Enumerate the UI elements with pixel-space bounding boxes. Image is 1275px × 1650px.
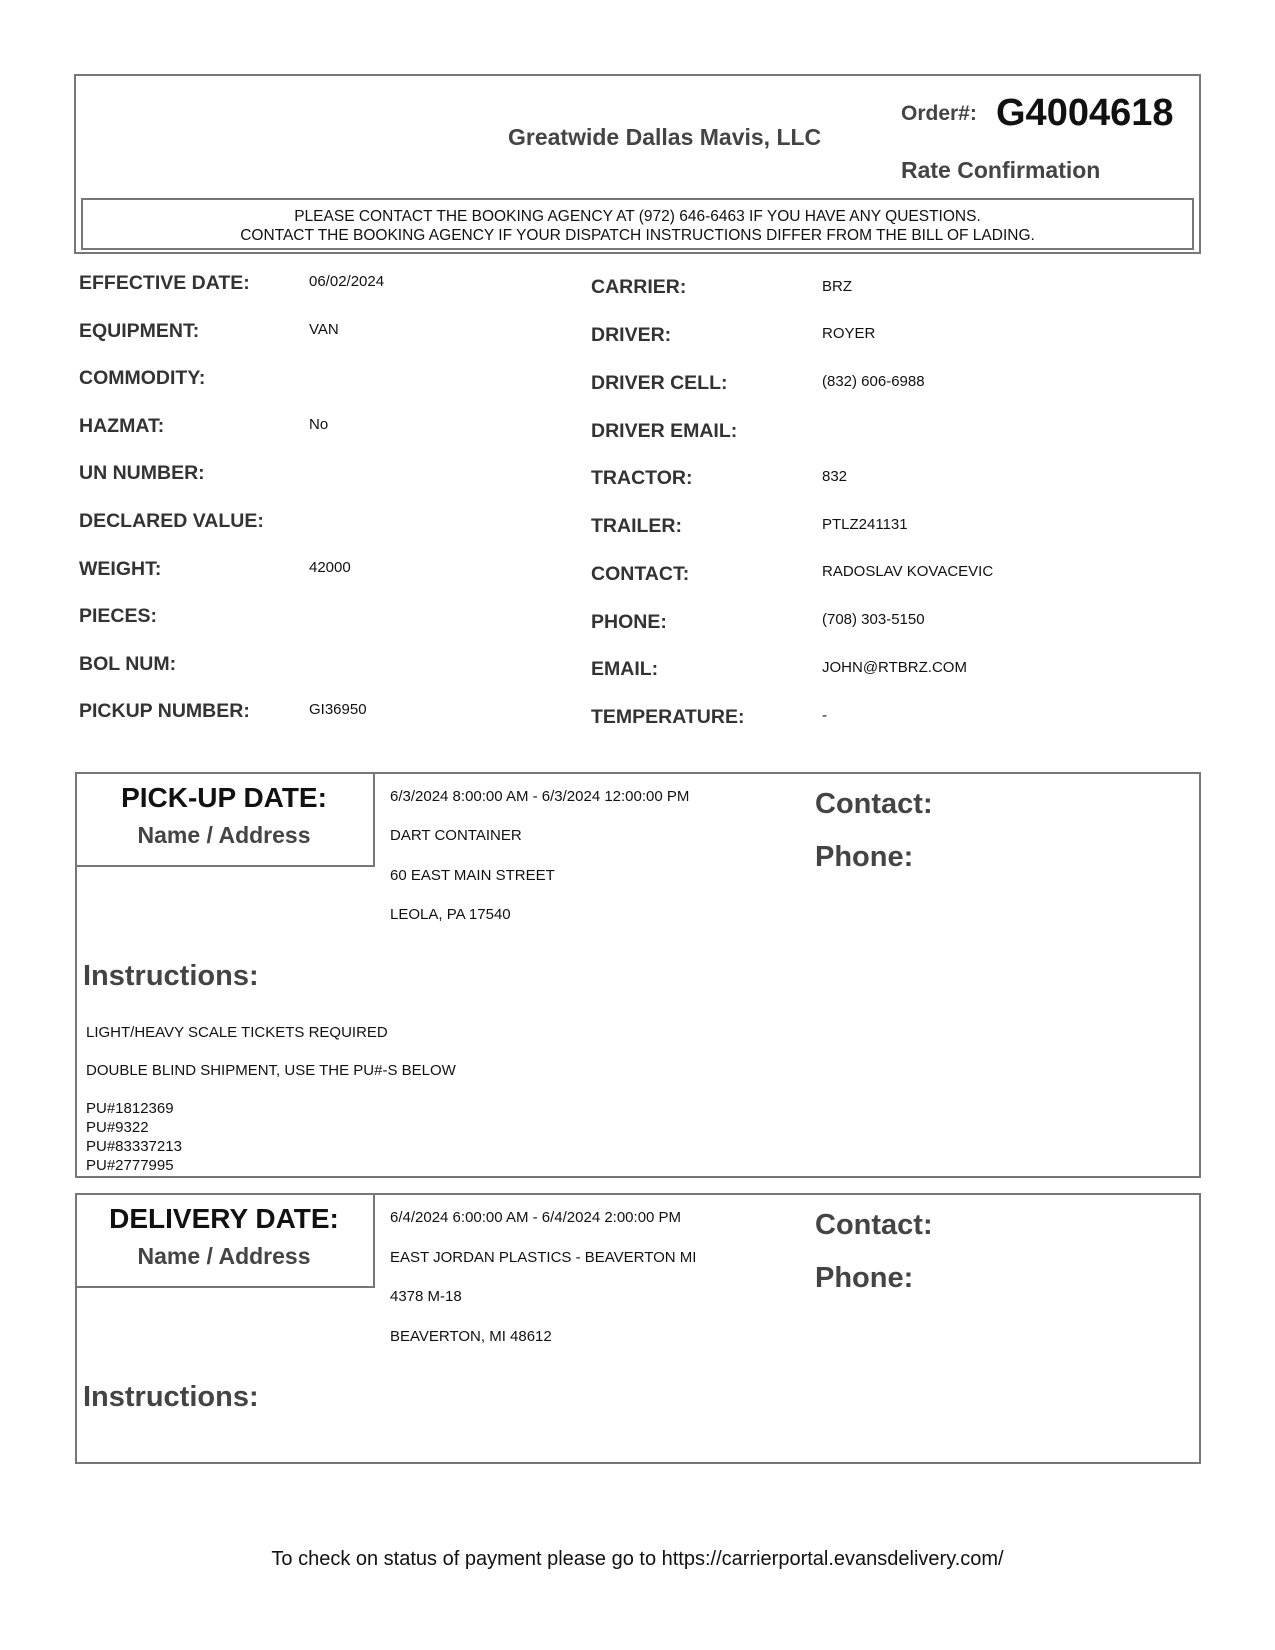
field-label: EFFECTIVE DATE:	[79, 272, 250, 294]
field-label: DRIVER CELL:	[591, 372, 728, 394]
pickup-contact-label: Contact:	[815, 788, 933, 820]
field-label: BOL NUM:	[79, 653, 177, 675]
delivery-name: EAST JORDAN PLASTICS - BEAVERTON MI	[390, 1249, 697, 1266]
pickup-phone-label: Phone:	[815, 841, 914, 873]
delivery-window: 6/4/2024 6:00:00 AM - 6/4/2024 2:00:00 PM	[390, 1209, 682, 1226]
pickup-date-heading: PICK-UP DATE:	[121, 782, 327, 813]
field-value: GI36950	[309, 701, 367, 718]
field-label: HAZMAT:	[79, 415, 165, 437]
field-value: BRZ	[822, 278, 852, 295]
document-title: Rate Confirmation	[901, 157, 1101, 183]
order-label: Order#:	[901, 102, 977, 125]
field-value: (708) 303-5150	[822, 611, 925, 628]
field-label: PIECES:	[79, 605, 158, 627]
pickup-instruction-line: DOUBLE BLIND SHIPMENT, USE THE PU#-S BELOW	[86, 1062, 456, 1079]
field-value: No	[309, 416, 329, 433]
field-value: JOHN@RTBRZ.COM	[822, 659, 967, 676]
field-label: EQUIPMENT:	[79, 320, 200, 342]
field-label: CARRIER:	[591, 276, 687, 298]
field-label: COMMODITY:	[79, 367, 206, 389]
delivery-phone-label: Phone:	[815, 1262, 914, 1294]
pu-number: PU#1812369	[86, 1100, 174, 1117]
field-value: 42000	[309, 559, 351, 576]
pickup-name: DART CONTAINER	[390, 827, 522, 844]
pu-number-list	[86, 1099, 182, 1175]
field-value: 832	[822, 468, 848, 485]
field-label: DECLARED VALUE:	[79, 510, 264, 532]
notice-line-2: CONTACT THE BOOKING AGENCY IF YOUR DISPATCH INSTRUCTIONS DIFFER FROM THE BILL OF LADING.	[240, 227, 1035, 244]
pu-number: PU#9322	[86, 1119, 149, 1136]
field-value: 06/02/2024	[309, 273, 385, 290]
field-value: ROYER	[822, 325, 876, 342]
pickup-instruction-line: LIGHT/HEAVY SCALE TICKETS REQUIRED	[86, 1024, 388, 1041]
footer-payment-note: To check on status of payment please go to https://carrierportal.evansdelivery.com/	[271, 1548, 1004, 1570]
delivery-date-heading: DELIVERY DATE:	[109, 1203, 339, 1234]
pu-number: PU#2777995	[86, 1157, 174, 1174]
delivery-contact-label: Contact:	[815, 1209, 933, 1241]
field-value: (832) 606-6988	[822, 373, 925, 390]
pickup-name-address-label: Name / Address	[137, 822, 311, 848]
field-value: PTLZ241131	[822, 516, 908, 533]
delivery-city: BEAVERTON, MI 48612	[390, 1328, 552, 1345]
field-label: TRACTOR:	[591, 467, 693, 489]
delivery-street: 4378 M-18	[390, 1288, 462, 1305]
notice-line-1: PLEASE CONTACT THE BOOKING AGENCY AT (972) 646-6463 IF YOU HAVE ANY QUESTIONS.	[294, 208, 981, 225]
pickup-window: 6/3/2024 8:00:00 AM - 6/3/2024 12:00:00 PM	[390, 788, 690, 805]
delivery-name-address-label: Name / Address	[137, 1243, 311, 1269]
field-label: PICKUP NUMBER:	[79, 700, 250, 722]
field-value: VAN	[309, 321, 339, 338]
order-number: G4004618	[996, 92, 1174, 134]
delivery-date-tab	[75, 1193, 375, 1288]
pickup-date-tab	[75, 772, 375, 867]
field-label: TEMPERATURE:	[591, 706, 745, 728]
field-label: CONTACT:	[591, 563, 690, 585]
notice-box	[81, 198, 1194, 250]
field-label: DRIVER:	[591, 324, 672, 346]
field-label: UN NUMBER:	[79, 462, 205, 484]
pickup-street: 60 EAST MAIN STREET	[390, 867, 555, 884]
field-label: WEIGHT:	[79, 558, 162, 580]
pickup-instructions-label: Instructions:	[83, 960, 259, 992]
field-value: RADOSLAV KOVACEVIC	[822, 563, 994, 580]
field-label: TRAILER:	[591, 515, 682, 537]
pickup-city: LEOLA, PA 17540	[390, 906, 511, 923]
company-name: Greatwide Dallas Mavis, LLC	[508, 124, 822, 150]
field-label: EMAIL:	[591, 658, 659, 680]
field-value: -	[822, 707, 827, 724]
field-label: PHONE:	[591, 611, 667, 633]
field-label: DRIVER EMAIL:	[591, 420, 738, 442]
pu-number: PU#83337213	[86, 1138, 182, 1155]
delivery-instructions-label: Instructions:	[83, 1381, 259, 1413]
